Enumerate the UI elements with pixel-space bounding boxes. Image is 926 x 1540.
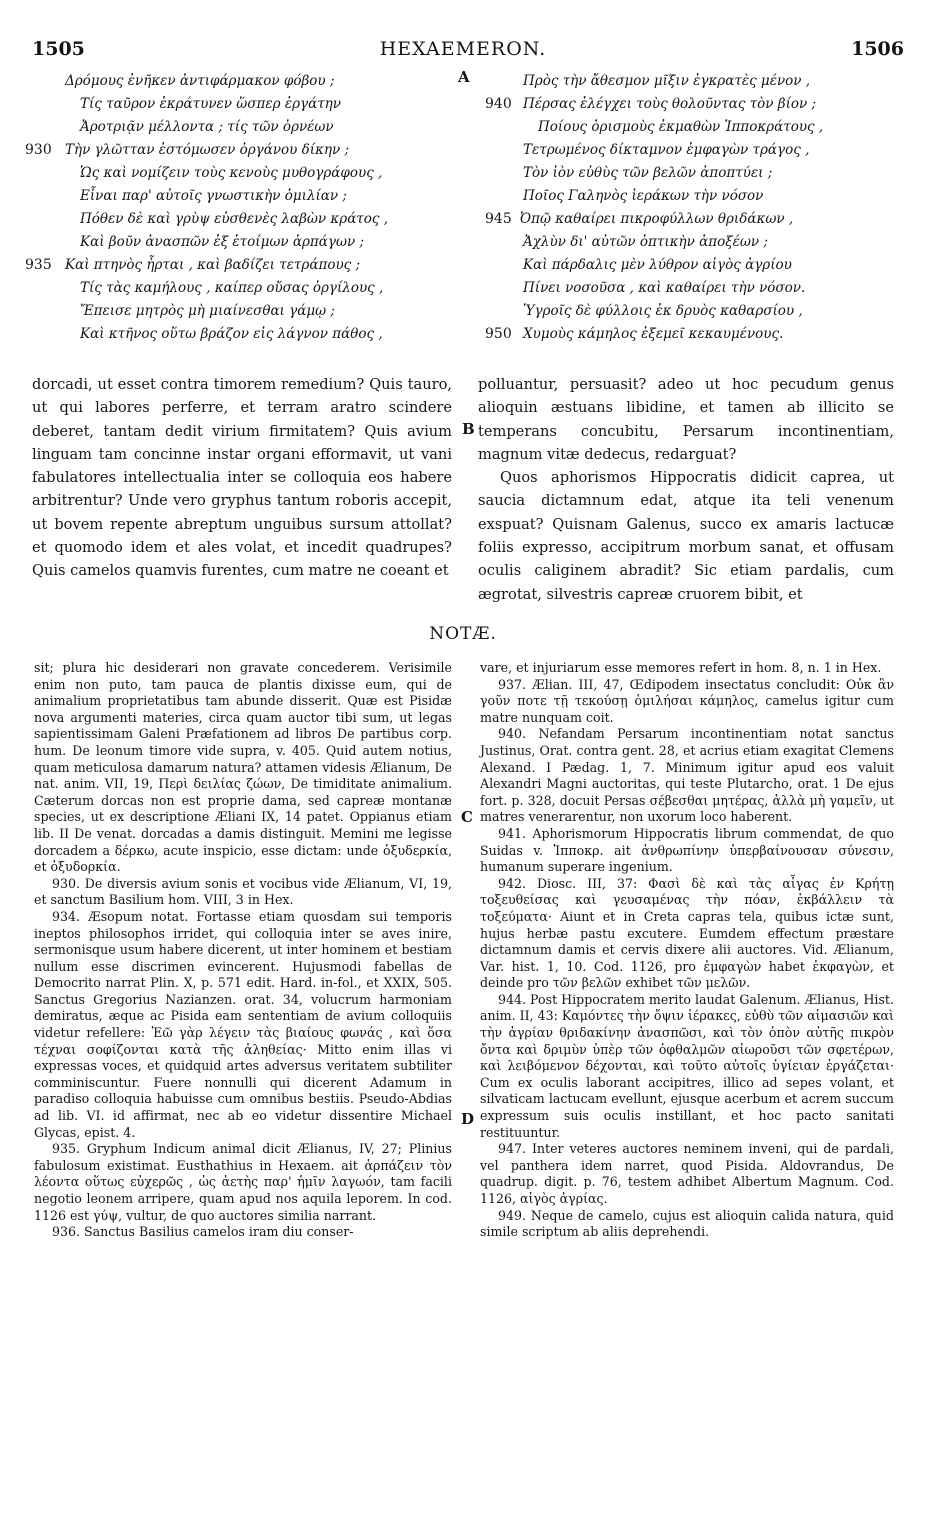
verse-line: Πόθεν δὲ καὶ γρὺψ εὐσθενὲς λαβὼν κράτος ,	[80, 211, 389, 227]
verse-line: Δρόμους ἐνῆκεν ἀντιφάρμακον φόβου ;	[65, 73, 335, 89]
verse-line: Καὶ βοῦν ἀνασπῶν ἐξ ἑτοίμων ἁρπάγων ;	[80, 234, 365, 250]
margin-marker-a: A	[458, 68, 470, 86]
notes-heading: NOTÆ.	[429, 624, 497, 644]
verse-line: Τετρωμένος δίκταμνον ἐμφαγὼν τράγος ,	[523, 142, 810, 158]
note-paragraph: vare, et injuriarum esse memores refert in hom. 8, n. 1 in Hex.	[480, 660, 882, 675]
verse-line: Ποίους ὁρισμοὺς ἐκμαθὼν Ἱπποκράτους ,	[538, 119, 824, 135]
note-paragraph: 936. Sanctus Basilius camelos iram diu conser-	[52, 1224, 354, 1240]
note-paragraph: 940. Nefandam Persarum incontinentiam notat sanctus Justinus, Orat. contra gent. 28, et acrius etiam exagitat Clemens Alexand. I Pædag. 1, 7. Minimum igitur apud eos valuit Alexandri Magni auctoritas, qui teste Plutarcho, orat. 1 De ejus fort. p. 328, docuit Persas σέβεσθαι μητέρας, ἀλλὰ μὴ γαμεῖν, ut matres venerarentur, non uxorum loco haberent.	[480, 726, 894, 825]
page-number-right: 1506	[851, 38, 904, 60]
verse-line: Εἶναι παρ' αὐτοῖς γνωστικὴν ὁμιλίαν ;	[80, 188, 347, 204]
verse-line: Ἔπεισε μητρὸς μὴ μιαίνεσθαι γάμῳ ;	[80, 303, 335, 319]
verse-line: Καὶ κτῆνος οὕτω βράζον εἰς λάγνον πάθος ,	[80, 326, 383, 342]
verse-line: Τίς τὰς καμήλους , καίπερ οὔσας ὀργίλους ,	[80, 280, 384, 296]
verse-line: Ποῖος Γαληνὸς ἱεράκων τὴν νόσον	[523, 188, 764, 204]
note-paragraph: 930. De diversis avium sonis et vocibus vide Ælianum, VI, 19, et sanctum Basilium hom. VIII, 3 in Hex.	[34, 875, 452, 908]
note-paragraph: 942. Diosc. III, 37: Φασὶ δὲ καὶ τὰς αἶγας ἐν Κρήτῃ τοξευθείσας καὶ γευσαμένας τὴν πόαν, ἐκβάλλειν τὰ τοξεύματα· Aiunt et in Creta capras tela, quibus ictæ sunt, hujus herbæ pastu excutere. Eumdem effectum præstare dictamnum damis et cervis dixere alii auctores. Vid. Ælianum, Var. hist. 1, 10. Cod. 1126, pro ἐμφαγὼν habet ἐκφαγὼν, et deinde pro τῶν βελῶν exhibet τῶν μελῶν.	[480, 875, 894, 991]
page-number-left: 1505	[32, 38, 85, 60]
note-paragraph: sit; plura hic desiderari non gravate concederem. Verisimile enim non puto, tam pauca de plantis dixisse eum, qui de animalium proprietatibus tam abunde disserit. Quæ est Pisidæ nova argumenti materies, circa quam auctor tibi sum, ut legas sapientissimam Galeni Præfationem ad libros De partibus corp. hum. De leonum timore vide supra, v. 405. Quid autem notius, quam meticulosa damarum natura? attamen videsis Ælianum, De nat. anim. VII, 19, Περὶ δειλίας ζώων, De timiditate animalium. Cæterum dorcas non est proprie dama, sed capreæ montanæ species, ut ex descriptione Æliani IX, 14 patet. Oppianus etiam lib. II De venat. dorcadas a damis distinguit. Memini me legisse dorcadem a δέρκω, acute inspicio, esse dictam: unde ὀξυδερκία, et ὀξυδορκία.	[34, 660, 452, 875]
verse-line: Ἀχλὺν δι' αὐτῶν ὀπτικὴν ἀποξέων ;	[523, 234, 768, 250]
margin-marker-b: B	[462, 420, 475, 438]
notes-column-left	[34, 660, 452, 1241]
margin-marker-d: D	[461, 1110, 475, 1128]
verse-line: Καὶ πάρδαλις μὲν λύθρον αἰγὸς ἀγρίου	[523, 257, 792, 273]
verse-line: 930 Τὴν γλῶτταν ἐστόμωσεν ὀργάνου δίκην ;	[25, 142, 350, 158]
verse-line: 935 Καὶ πτηνὸς ἦρται , καὶ βαδίζει τετράπους ;	[25, 257, 361, 273]
notes-column-right	[480, 660, 894, 1241]
note-paragraph: 949. Neque de camelo, cujus est alioquin calida natura, quid simile scriptum ab aliis deprehendi.	[480, 1207, 894, 1240]
note-paragraph: 934. Æsopum notat. Fortasse etiam quosdam sui temporis ineptos philosophos irridet, qui colloquia inter se aves inire, sermonisque usum habere dicerent, ut inter hominem et bestiam nullum esse discrimen evincerent. Hujusmodi fabellas de Democrito narrat Plin. X, p. 571 edit. Hard. in-fol., et XXIX, 505. Sanctus Gregorius Nazianzen. orat. 34, volucrum harmoniam demiratus, æque ac Pisida eam sententiam de avium colloquiis videtur refellere: Ἐῶ γὰρ λέγειν τὰς βιαίους φωνάς , καὶ ὅσα τέχναι σοφίζονται κατὰ τῆς ἀληθείας· Mitto enim illas vi expressas voces, et quidquid artes adversus veritatem subtiliter comminiscuntur. Fuere nonnulli qui dicerent Adamum in paradiso colloquia habuisse cum omnibus bestiis. Pseudo-Abdias ad lib. VI. id affirmat, nec ab eo videtur dissentire Michael Glycas, epist. 4.	[34, 908, 452, 1140]
note-paragraph: 941. Aphorismorum Hippocratis librum commendat, de quo Suidas v. Ἱπποκρ. ait ἀνθρωπίνην ὑπερβαίνουσαν σύνεσιν, humanum superare ingenium.	[480, 825, 894, 875]
margin-marker-c: C	[461, 808, 473, 826]
verse-line: 945 Ὀπῷ καθαίρει πικροφύλλων θριδάκων ,	[485, 211, 794, 227]
note-paragraph: 947. Inter veteres auctores neminem inveni, qui de pardali, vel panthera idem narret, quod Pisida. Aldovrandus, De quadrup. digit. p. 76, testem adhibet Albertum Magnum. Cod. 1126, αἰγὸς ἀγρίας.	[480, 1141, 894, 1206]
translation-paragraph: Quos aphorismos Hippocratis didicit caprea, ut saucia dictamnum edat, atque ita teli venenum exspuat? Quisnam Galenus, succo ex amaris lactucæ foliis expresso, accipitrum morbum sanat, et offusam oculis caliginem abradit? Sic etiam pardalis, cum ægrotat, silvestris capreæ cruorem bibit, et	[478, 469, 894, 603]
verse-line: Ἀροτριᾷν μέλλοντα ; τίς τῶν ὀρνέων	[80, 119, 334, 135]
latin-translation-right	[478, 373, 894, 606]
note-paragraph: 937. Ælian. III, 47, Œdipodem insectatus concludit: Οὐκ ἂν γοῦν ποτε τῇ τεκούσῃ ὁμιλήσαι κάμηλος, camelus igitur cum matre nunquam coit.	[480, 676, 894, 725]
running-title: HEXAEMERON.	[379, 38, 547, 60]
verse-line: 940 Πέρσας ἐλέγχει τοὺς θολοῦντας τὸν βίον ;	[485, 96, 817, 112]
note-paragraph: 944. Post Hippocratem merito laudat Galenum. Ælianus, Hist. anim. II, 43: Καμόντες τὴν ὄψιν ἱέρακες, εὐθὺ τῶν αἱμασιῶν καὶ τὴν ἀγρίαν θριδακίνην ἀνασπῶσι, καὶ τὸν ὀπὸν αὐτῆς πικρὸν ὄντα καὶ δριμὺν ὑπὲρ τῶν ὀφθαλμῶν αἰωροῦσι τῶν σφετέρων, καὶ λειβόμενον δέχονται, καὶ τοῦτο αὐτοῖς ὑγίειαν ἐργάζεται· Cum ex oculis laborant accipitres, illico ad sepes volant, et silvaticam lactucam evellunt, ejusque acerbum et acrem succum expressum suis oculis instillant, et hoc pacto sanitati restituuntur.	[480, 991, 894, 1140]
greek-verses-left	[25, 70, 455, 346]
verse-line: Τίς ταῦρον ἐκράτυνεν ὥσπερ ἐργάτην	[80, 96, 341, 112]
verse-line: Πρὸς τὴν ἄθεσμον μῖξιν ἐγκρατὲς μένον ,	[523, 73, 811, 89]
translation-paragraph: dorcadi, ut esset contra timorem remedium? Quis tauro, ut qui labores perferre, et terram aratro scindere deberet, tantam dedit virium firmitatem? Quis avium linguam tam concinne instar organi efformavit, ut vani fabulatores intellectualia inter se colloquia eos habere arbitrentur? Unde vero gryphus tantum roboris accepit, ut bovem repente abreptum unguibus sursum attollat? et quomodo idem et ales volat, et incedit quadrupes? Quis camelos quamvis furentes, cum matre ne coeant et	[32, 376, 452, 580]
verse-line: Ὡς καὶ νομίζειν τοὺς κενοὺς μυθογράφους ,	[80, 165, 383, 181]
verse-line: Πίνει νοσοῦσα , καὶ καθαίρει τὴν νόσον.	[523, 280, 806, 296]
verse-line: Ὑγροῖς δὲ φύλλοις ἐκ δρυὸς καθαρσίου ,	[523, 303, 803, 319]
greek-verses-right	[483, 70, 903, 346]
verse-line: Τὸν ἰὸν εὐθὺς τῶν βελῶν ἀποπτύει ;	[523, 165, 773, 181]
note-paragraph: 935. Gryphum Indicum animal dicit Ælianus, IV, 27; Plinius fabulosum existimat. Eusthathius in Hexaem. ait ἁρπάζειν τὸν λέοντα οὕτως εὐχερῶς , ὡς ἀετὴς παρ' ἡμῖν λαγωόν, tam facili negotio leonem arripere, quam apud nos aquila leporem. In cod. 1126 est γύψ, vultur, de quo auctores similia narrant.	[34, 1141, 452, 1223]
latin-translation-left	[32, 373, 452, 583]
translation-paragraph: polluantur, persuasit? adeo ut hoc pecudum genus alioquin æstuans libidine, et tamen ab illicito se temperans concubitu, Persarum incontinentiam, magnum vitæ dedecus, redarguat?	[478, 376, 894, 463]
verse-line: 950 Χυμοὺς κάμηλος ἐξεμεῖ κεκαυμένους.	[485, 326, 784, 342]
